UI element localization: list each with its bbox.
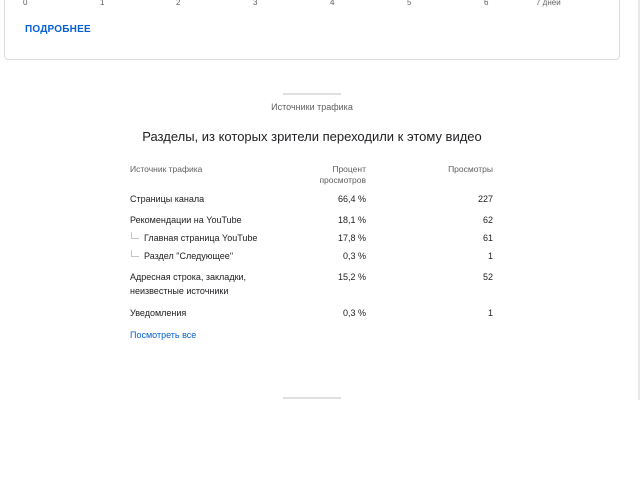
row-views: 62 bbox=[482, 215, 493, 225]
row-label: Главная страница YouTube bbox=[144, 233, 258, 243]
x-tick-label: 4 bbox=[330, 0, 335, 7]
row-label: Страницы канала bbox=[130, 194, 205, 204]
row-label: Уведомления bbox=[130, 308, 187, 318]
x-tick-label: 5 bbox=[407, 0, 412, 7]
section-title: Разделы, из которых зрители переходили к этому видео bbox=[142, 129, 482, 144]
header-percent-line1: Процент bbox=[332, 164, 366, 174]
header-views: Просмотры bbox=[448, 164, 493, 174]
header-percent-line2: просмотров bbox=[319, 175, 366, 185]
see-all-link[interactable]: Посмотреть все bbox=[130, 330, 197, 340]
x-tick-label: 1 bbox=[100, 0, 105, 7]
section-label: Источники трафика bbox=[271, 102, 353, 112]
x-tick-label: 7 дней bbox=[536, 0, 561, 7]
x-tick-label: 2 bbox=[176, 0, 181, 7]
subrow-connector-icon bbox=[131, 250, 139, 257]
row-views: 227 bbox=[477, 194, 493, 204]
section-divider bbox=[283, 397, 341, 399]
row-views: 52 bbox=[482, 272, 493, 282]
row-percent: 15,2 % bbox=[337, 272, 366, 282]
row-views: 61 bbox=[482, 233, 493, 243]
row-label: Раздел "Следующее" bbox=[144, 251, 234, 261]
x-tick-label: 0 bbox=[23, 0, 28, 7]
row-label-line2: неизвестные источники bbox=[130, 286, 229, 296]
row-label-line1: Адресная строка, закладки, bbox=[130, 272, 247, 282]
x-tick-label: 3 bbox=[253, 0, 258, 7]
row-percent: 18,1 % bbox=[337, 215, 366, 225]
header-percent bbox=[300, 164, 366, 186]
row-percent: 66,4 % bbox=[337, 194, 366, 204]
row-views: 1 bbox=[487, 308, 493, 318]
subrow-connector-icon bbox=[131, 232, 139, 239]
row-percent: 17,8 % bbox=[337, 233, 366, 243]
chart-card bbox=[4, 0, 620, 60]
row-percent: 0,3 % bbox=[342, 308, 366, 318]
row-percent: 0,3 % bbox=[342, 251, 366, 261]
header-traffic-source: Источник трафика bbox=[130, 164, 203, 174]
row-views: 1 bbox=[487, 251, 493, 261]
x-tick-label: 6 bbox=[484, 0, 489, 7]
section-divider bbox=[283, 93, 341, 95]
row-label: Рекомендации на YouTube bbox=[130, 215, 242, 225]
more-details-link[interactable]: ПОДРОБНЕЕ bbox=[25, 24, 91, 35]
